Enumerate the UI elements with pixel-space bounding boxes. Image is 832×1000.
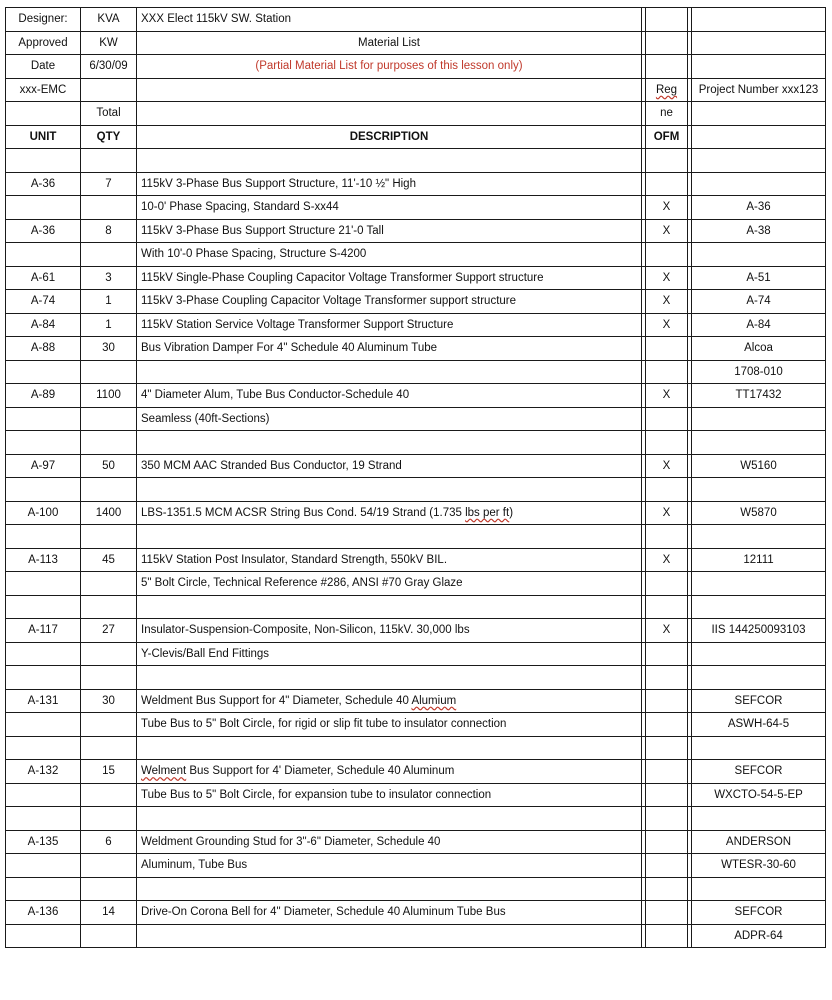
description-cell: LBS-1351.5 MCM ACSR String Bus Cond. 54/19 Strand (1.735 lbs per ft) bbox=[137, 501, 642, 525]
ofm-cell bbox=[646, 478, 688, 502]
unit-cell bbox=[6, 807, 81, 831]
qty-cell: 50 bbox=[81, 454, 137, 478]
unit-cell: A-36 bbox=[6, 219, 81, 243]
description-cell: Tube Bus to 5" Bolt Circle, for expansion tube to insulator connection bbox=[137, 783, 642, 807]
ne-label: ne bbox=[646, 102, 688, 126]
part-number-cell: 1708-010 bbox=[692, 360, 826, 384]
unit-cell: A-61 bbox=[6, 266, 81, 290]
unit-cell: A-36 bbox=[6, 172, 81, 196]
date-label: Date bbox=[6, 55, 81, 79]
ofm-cell: X bbox=[646, 290, 688, 314]
table-row bbox=[6, 384, 826, 408]
description-cell: 350 MCM AAC Stranded Bus Conductor, 19 Strand bbox=[137, 454, 642, 478]
table-row bbox=[6, 501, 826, 525]
description-cell bbox=[137, 360, 642, 384]
unit-cell bbox=[6, 877, 81, 901]
part-number-cell: A-38 bbox=[692, 219, 826, 243]
part-number-cell bbox=[692, 642, 826, 666]
qty-cell bbox=[81, 924, 137, 948]
qty-cell bbox=[81, 807, 137, 831]
unit-cell bbox=[6, 713, 81, 737]
unit-cell bbox=[6, 924, 81, 948]
ofm-cell bbox=[646, 243, 688, 267]
unit-cell bbox=[6, 243, 81, 267]
part-number-cell: WXCTO-54-5-EP bbox=[692, 783, 826, 807]
unit-cell bbox=[6, 736, 81, 760]
qty-cell bbox=[81, 877, 137, 901]
part-number-cell: W5160 bbox=[692, 454, 826, 478]
unit-cell bbox=[6, 666, 81, 690]
ofm-cell bbox=[646, 830, 688, 854]
part-number-cell bbox=[692, 431, 826, 455]
part-number-cell bbox=[692, 407, 826, 431]
part-number-cell bbox=[692, 807, 826, 831]
ofm-cell bbox=[646, 689, 688, 713]
ofm-cell: X bbox=[646, 548, 688, 572]
ofm-cell bbox=[646, 642, 688, 666]
description-cell bbox=[137, 924, 642, 948]
qty-cell: 6 bbox=[81, 830, 137, 854]
part-number-cell bbox=[692, 595, 826, 619]
description-cell: 115kV 3-Phase Coupling Capacitor Voltage Transformer support structure bbox=[137, 290, 642, 314]
ofm-cell bbox=[646, 877, 688, 901]
table-row bbox=[6, 736, 826, 760]
unit-cell: A-74 bbox=[6, 290, 81, 314]
description-cell bbox=[137, 149, 642, 173]
description-cell: 115kV Station Service Voltage Transformer Support Structure bbox=[137, 313, 642, 337]
part-number-cell bbox=[692, 243, 826, 267]
ofm-cell: X bbox=[646, 313, 688, 337]
qty-cell bbox=[81, 783, 137, 807]
description-cell: Welment Bus Support for 4' Diameter, Schedule 40 Aluminum bbox=[137, 760, 642, 784]
ofm-cell bbox=[646, 360, 688, 384]
table-row bbox=[6, 901, 826, 925]
table-row bbox=[6, 595, 826, 619]
qty-cell: 27 bbox=[81, 619, 137, 643]
qty-cell: 1 bbox=[81, 290, 137, 314]
part-number-cell: TT17432 bbox=[692, 384, 826, 408]
description-cell: Bus Vibration Damper For 4" Schedule 40 Aluminum Tube bbox=[137, 337, 642, 361]
description-cell: 5" Bolt Circle, Technical Reference #286, ANSI #70 Gray Glaze bbox=[137, 572, 642, 596]
unit-cell bbox=[6, 431, 81, 455]
part-number-cell bbox=[692, 877, 826, 901]
table-row bbox=[6, 525, 826, 549]
part-number-cell: Alcoa bbox=[692, 337, 826, 361]
header-row-total bbox=[6, 102, 826, 126]
part-number-cell bbox=[692, 666, 826, 690]
description-cell: Insulator-Suspension-Composite, Non-Silicon, 115kV. 30,000 lbs bbox=[137, 619, 642, 643]
header-row-designer bbox=[6, 8, 826, 32]
description-cell bbox=[137, 595, 642, 619]
description-cell: Weldment Bus Support for 4" Diameter, Schedule 40 Alumium bbox=[137, 689, 642, 713]
description-cell: 115kV Single-Phase Coupling Capacitor Voltage Transformer Support structure bbox=[137, 266, 642, 290]
table-row bbox=[6, 196, 826, 220]
table-row bbox=[6, 572, 826, 596]
description-cell bbox=[137, 431, 642, 455]
table-row bbox=[6, 830, 826, 854]
header-row-approved bbox=[6, 31, 826, 55]
table-row bbox=[6, 454, 826, 478]
part-number-cell: 12111 bbox=[692, 548, 826, 572]
qty-cell bbox=[81, 149, 137, 173]
description-cell: Seamless (40ft-Sections) bbox=[137, 407, 642, 431]
material-list-table bbox=[5, 7, 826, 948]
document-title: Material List bbox=[137, 31, 642, 55]
table-row bbox=[6, 337, 826, 361]
qty-cell: 1400 bbox=[81, 501, 137, 525]
qty-cell bbox=[81, 525, 137, 549]
table-row bbox=[6, 807, 826, 831]
qty-cell bbox=[81, 595, 137, 619]
header-row-emc bbox=[6, 78, 826, 102]
ofm-cell bbox=[646, 595, 688, 619]
part-number-cell: SEFCOR bbox=[692, 760, 826, 784]
qty-cell: 8 bbox=[81, 219, 137, 243]
part-number-cell: SEFCOR bbox=[692, 901, 826, 925]
table-row bbox=[6, 877, 826, 901]
ofm-cell: X bbox=[646, 454, 688, 478]
ofm-cell bbox=[646, 525, 688, 549]
ofm-cell bbox=[646, 172, 688, 196]
column-header-row bbox=[6, 125, 826, 149]
unit-cell bbox=[6, 478, 81, 502]
table-row bbox=[6, 407, 826, 431]
table-row bbox=[6, 666, 826, 690]
qty-column-header: QTY bbox=[81, 125, 137, 149]
unit-cell: A-131 bbox=[6, 689, 81, 713]
table-row bbox=[6, 290, 826, 314]
part-number-cell: A-74 bbox=[692, 290, 826, 314]
ofm-cell: X bbox=[646, 196, 688, 220]
description-column-header: DESCRIPTION bbox=[137, 125, 642, 149]
description-cell: Aluminum, Tube Bus bbox=[137, 854, 642, 878]
qty-cell: 15 bbox=[81, 760, 137, 784]
table-row bbox=[6, 243, 826, 267]
ofm-cell bbox=[646, 783, 688, 807]
part-number-cell bbox=[692, 478, 826, 502]
qty-cell bbox=[81, 572, 137, 596]
unit-cell: A-132 bbox=[6, 760, 81, 784]
description-cell: 115kV 3-Phase Bus Support Structure 21'-0 Tall bbox=[137, 219, 642, 243]
part-number-cell: WTESR-30-60 bbox=[692, 854, 826, 878]
table-row bbox=[6, 172, 826, 196]
table-row bbox=[6, 689, 826, 713]
ofm-cell: X bbox=[646, 619, 688, 643]
emc-label: xxx-EMC bbox=[6, 78, 81, 102]
part-number-cell bbox=[692, 172, 826, 196]
table-row bbox=[6, 149, 826, 173]
table-row bbox=[6, 431, 826, 455]
qty-cell bbox=[81, 736, 137, 760]
part-number-cell bbox=[692, 572, 826, 596]
table-row bbox=[6, 783, 826, 807]
unit-column-header: UNIT bbox=[6, 125, 81, 149]
ofm-cell: X bbox=[646, 266, 688, 290]
description-cell: 115kV 3-Phase Bus Support Structure, 11'-10 ½" High bbox=[137, 172, 642, 196]
qty-cell bbox=[81, 854, 137, 878]
ofm-cell bbox=[646, 149, 688, 173]
unit-cell bbox=[6, 196, 81, 220]
approved-label: Approved bbox=[6, 31, 81, 55]
table-row bbox=[6, 360, 826, 384]
part-number-cell: A-84 bbox=[692, 313, 826, 337]
ofm-column-header: OFM bbox=[646, 125, 688, 149]
qty-cell: 30 bbox=[81, 337, 137, 361]
table-row bbox=[6, 548, 826, 572]
description-cell bbox=[137, 666, 642, 690]
description-cell: 10-0' Phase Spacing, Standard S-xx44 bbox=[137, 196, 642, 220]
table-row bbox=[6, 478, 826, 502]
unit-cell bbox=[6, 854, 81, 878]
qty-cell: 7 bbox=[81, 172, 137, 196]
ofm-cell bbox=[646, 572, 688, 596]
unit-cell bbox=[6, 572, 81, 596]
table-row bbox=[6, 619, 826, 643]
unit-cell: A-97 bbox=[6, 454, 81, 478]
unit-cell bbox=[6, 525, 81, 549]
unit-cell: A-88 bbox=[6, 337, 81, 361]
qty-cell bbox=[81, 243, 137, 267]
qty-cell bbox=[81, 713, 137, 737]
partial-list-note: (Partial Material List for purposes of this lesson only) bbox=[137, 55, 642, 79]
description-cell bbox=[137, 478, 642, 502]
unit-cell bbox=[6, 642, 81, 666]
table-row bbox=[6, 642, 826, 666]
description-cell: Weldment Grounding Stud for 3"-6" Diameter, Schedule 40 bbox=[137, 830, 642, 854]
ofm-cell bbox=[646, 713, 688, 737]
qty-cell: 1100 bbox=[81, 384, 137, 408]
description-cell: Tube Bus to 5" Bolt Circle, for rigid or slip fit tube to insulator connection bbox=[137, 713, 642, 737]
table-row bbox=[6, 313, 826, 337]
table-row bbox=[6, 924, 826, 948]
unit-cell bbox=[6, 595, 81, 619]
ofm-cell bbox=[646, 736, 688, 760]
qty-cell: 3 bbox=[81, 266, 137, 290]
table-row bbox=[6, 266, 826, 290]
ofm-cell bbox=[646, 924, 688, 948]
date-value: 6/30/09 bbox=[81, 55, 137, 79]
unit-cell bbox=[6, 360, 81, 384]
header-row-date bbox=[6, 55, 826, 79]
reg-label: Reg bbox=[655, 83, 678, 96]
description-cell bbox=[137, 807, 642, 831]
part-number-cell: W5870 bbox=[692, 501, 826, 525]
part-number-cell bbox=[692, 149, 826, 173]
part-number-cell bbox=[692, 525, 826, 549]
description-cell: Y-Clevis/Ball End Fittings bbox=[137, 642, 642, 666]
project-number: Project Number xxx123 bbox=[692, 78, 826, 102]
part-number-cell: ADPR-64 bbox=[692, 924, 826, 948]
unit-cell: A-84 bbox=[6, 313, 81, 337]
qty-cell: 30 bbox=[81, 689, 137, 713]
ofm-cell bbox=[646, 407, 688, 431]
qty-cell: 45 bbox=[81, 548, 137, 572]
project-title: XXX Elect 115kV SW. Station bbox=[137, 8, 642, 32]
description-cell bbox=[137, 877, 642, 901]
qty-cell: 14 bbox=[81, 901, 137, 925]
unit-cell: A-113 bbox=[6, 548, 81, 572]
unit-cell: A-117 bbox=[6, 619, 81, 643]
part-number-cell: A-36 bbox=[692, 196, 826, 220]
part-number-cell: ASWH-64-5 bbox=[692, 713, 826, 737]
part-number-cell: IIS 144250093103 bbox=[692, 619, 826, 643]
unit-cell: A-100 bbox=[6, 501, 81, 525]
approved-value: KW bbox=[81, 31, 137, 55]
unit-cell: A-135 bbox=[6, 830, 81, 854]
table-row bbox=[6, 854, 826, 878]
ofm-cell: X bbox=[646, 501, 688, 525]
part-number-cell: SEFCOR bbox=[692, 689, 826, 713]
unit-cell bbox=[6, 407, 81, 431]
ofm-cell bbox=[646, 760, 688, 784]
unit-cell bbox=[6, 783, 81, 807]
ofm-cell bbox=[646, 431, 688, 455]
table-row bbox=[6, 760, 826, 784]
unit-cell: A-89 bbox=[6, 384, 81, 408]
part-number-cell: ANDERSON bbox=[692, 830, 826, 854]
designer-label: Designer: bbox=[6, 8, 81, 32]
designer-value: KVA bbox=[81, 8, 137, 32]
description-cell: Drive-On Corona Bell for 4" Diameter, Schedule 40 Aluminum Tube Bus bbox=[137, 901, 642, 925]
description-cell bbox=[137, 736, 642, 760]
description-cell bbox=[137, 525, 642, 549]
qty-cell bbox=[81, 666, 137, 690]
qty-cell bbox=[81, 407, 137, 431]
ofm-cell: X bbox=[646, 384, 688, 408]
ofm-cell bbox=[646, 666, 688, 690]
qty-cell bbox=[81, 478, 137, 502]
qty-cell bbox=[81, 360, 137, 384]
description-cell: 115kV Station Post Insulator, Standard Strength, 550kV BIL. bbox=[137, 548, 642, 572]
part-number-cell bbox=[692, 736, 826, 760]
qty-cell bbox=[81, 431, 137, 455]
ofm-cell bbox=[646, 854, 688, 878]
table-row bbox=[6, 713, 826, 737]
ofm-cell bbox=[646, 901, 688, 925]
part-number-cell: A-51 bbox=[692, 266, 826, 290]
description-cell: With 10'-0 Phase Spacing, Structure S-4200 bbox=[137, 243, 642, 267]
table-row bbox=[6, 219, 826, 243]
ofm-cell bbox=[646, 807, 688, 831]
qty-cell: 1 bbox=[81, 313, 137, 337]
unit-cell: A-136 bbox=[6, 901, 81, 925]
description-cell: 4" Diameter Alum, Tube Bus Conductor-Schedule 40 bbox=[137, 384, 642, 408]
ofm-cell: X bbox=[646, 219, 688, 243]
total-label: Total bbox=[81, 102, 137, 126]
ofm-cell bbox=[646, 337, 688, 361]
unit-cell bbox=[6, 149, 81, 173]
qty-cell bbox=[81, 196, 137, 220]
qty-cell bbox=[81, 642, 137, 666]
